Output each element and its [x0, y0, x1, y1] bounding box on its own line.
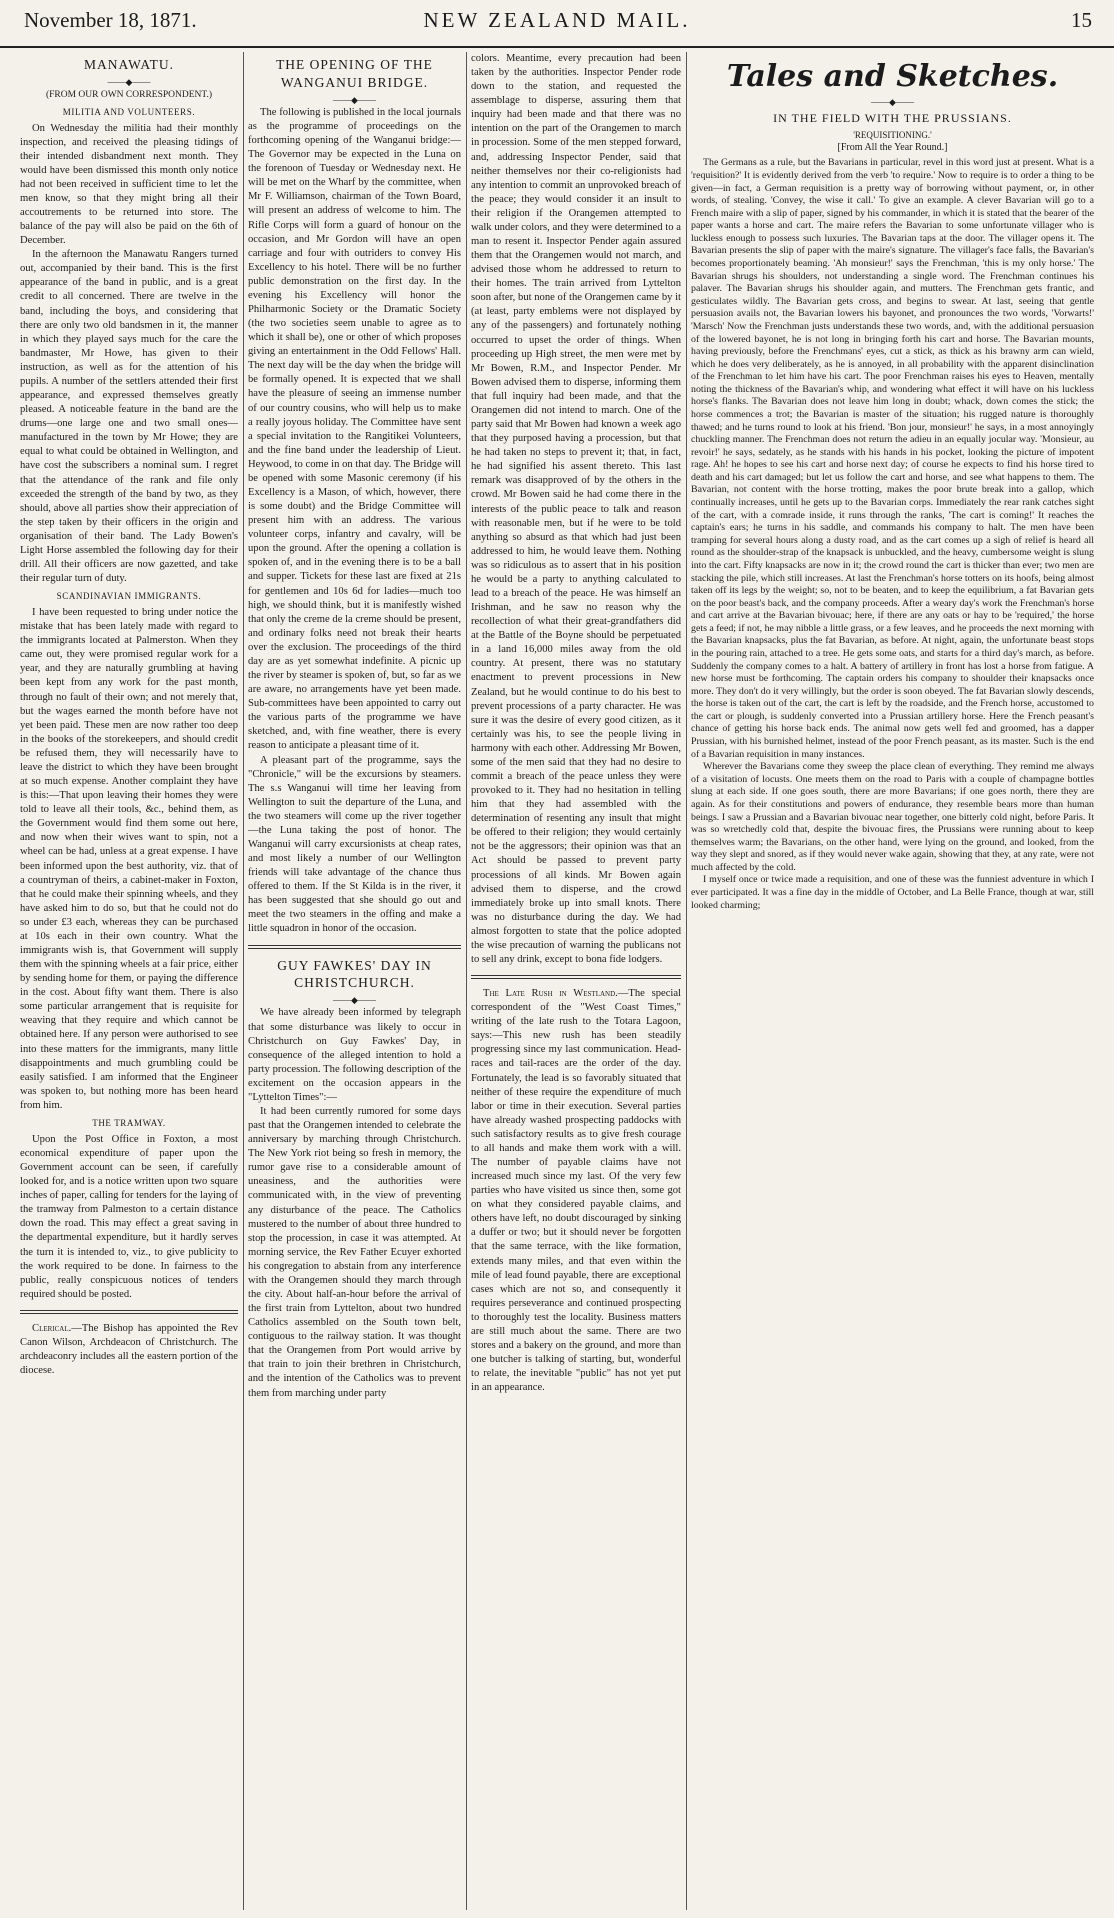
paragraph-continued: colors. Meantime, every precaution had been taken by the authorities. Inspector Pender rode down to the station, and requested the assemblage to disperse, assuring them that inquiry had been made and that there was no intention on the part of the Orangemen to march in procession. Some of the men stepped forward, and, addressing Inspector Pender, said that neither themselves nor their co-religionists had any intention to commit an unprovoked breach of the peace; they would consider it an insult to their religion if the Orangemen attempted to walk under colors, and they were determined to a man to resent it. Inspector Pender again assured them that the Orangemen would not march, and advised those whom he addressed to return to their homes. The train arrived from Lyttelton soon after, but none of the Orangemen came by it (at least, party emblems were not displayed by any of the passengers) and fortunately nothing occurred to upset the order of things. When proceeding up High street, the men were met by Mr Bowen, R.M., and Inspector Pender. Mr Bowen advised them to disperse, informing them that full inquiry had been made, and that the Orangemen did not intend to march. One of the party said that Mr Bowen had known a week ago that they purposed having a procession, but that he had taken no steps to prevent it; that, in fact, he had signified his assent thereto. This last remark was disapproved of by the others in the crowd. Mr Bowen said he had come there in the interests of the public peace to talk and reason with reasonable men, but if he were to be told anything so absurd as that which had just been addressed to him, he would leave them. Nothing was so ridiculous as to assert that in his position he would be a party to anything calculated to lead to a breach of the peace. He was himself an Irishman, and he saw no reason why the recollection of what their great-grandfathers did at the Battle of the Boyne should be perpetuated in a land 16,000 miles away from the old country. At present, there was no statutary enactment to prevent processions in New Zealand, but he would continue to do his best to prevent processions of a party character. He was sure it was the desire of every good citizen, as it certainly was his, to see the people living in harmony with each other. Addressing Mr Bowen, some of the men said that they had no desire to commit a breach of the peace unless they were provoked to it. They had no hesitation in telling him that they had assembled with the determination of resenting any insult that might be offered to their religion; they would certainly not be the aggressors; their opinion was that an Act should be passed to prevent party processions of all kinds. Mr Bowen again advised them to disperse, and the crowd immediately broke up into small knots. There was no disturbance during the day. We had almost forgotten to state that the police adopted the wise precaution of warning the publicans not to sell any drink, except to bona fide lodgers. — [471, 53, 681, 965]
paragraph-body: —The special correspondent of the "West Coast Times," writing of the late rush to the Totara Lagoon, says:—This new rush has been steadily progressing since my last communication. Head-races and tail-races are the order of the day. Fortunately, the lead is so favorably situated that neither of these require the expenditure of much labor or time in their execution. Several parties have already washed prospecting paddocks with such satisfactory results as to give fresh courage to all hands and make them work with a will. The number of payable claims have not increased much since my last. Of the very few parties who have visited us since then, some got on what they considered payable claims, and others have left, no doubt discouraged by sinking a duffer or two; but it should never be forgotten that the same terrace, with the like formation, extends many miles, and that even within the mile of lead found payable, there are exceptional cases which are not so, and consequently it requires perseverance and continued prospecting to thoroughly test the locality. Business matters are still much about the same. There are two stores and a bakery on the ground, and more than one butcher is talking of starting, but, wonderful to relate, the inevitable "public" has not yet put in an appearance. — [471, 988, 681, 1394]
page-number: 15 — [1071, 8, 1092, 32]
issue-date: November 18, 1871. — [24, 8, 197, 32]
column-2 — [248, 52, 461, 1910]
paragraph-lead: The Late Rush in Westland. — [483, 988, 618, 1000]
article-title-guy-fawkes: GUY FAWKES' DAY IN CHRISTCHURCH. — [277, 957, 432, 991]
paragraph-body: —The Bishop has appointed the Rev Canon Wilson, Archdeacon of Christchurch. The archdeaconry includes all the eastern portion of the diocese. — [20, 1322, 238, 1377]
masthead — [0, 0, 1114, 48]
column-3 — [471, 52, 681, 1910]
paragraph: In the afternoon the Manawatu Rangers turned out, accompanied by their band. This is the first appearance of the band in public, and is a great credit to all concerned. There are twelve in the band, including the boys, and considering that there are only two old bandsmen in it, the manner in which they played says much for the care the bandmaster, Mr Howe, has given to their instruction, as well as for the attention of his pupils. A number of the settlers attended their first appearance, and expressed themselves greatly pleased. A noticeable feature in the band are the drums—one large one and two small ones—manufactured in the town by Mr Howe; they are equal to what could be obtained in Wellington, and have cost the subscribers a nominal sum. I regret that the attendance of the rank and file only exceeded the strength of the band by two, as they should, above all parties show their appreciation of the step taken by their officers in the origin and organisation of their band. The Lady Bowen's Light Horse assembled the following day for their drill. All their officers are now gazetted, and take their regular turn of duty. — [20, 249, 238, 585]
column-1 — [20, 52, 238, 1910]
paragraph: We have already been informed by telegraph that some disturbance was likely to occur in Christchurch on Guy Fawkes' Day, in consequence of the alleged intention to hold a party procession. The following description of the excitement on the occasion appears in the "Lyttelton Times":— — [248, 1007, 461, 1103]
subheading-tramway: THE TRAMWAY. — [92, 1117, 166, 1128]
article-title-manawatu: MANAWATU. — [83, 57, 175, 72]
ornament-diamond: ——◆—— — [333, 94, 376, 105]
column-rule — [466, 52, 467, 1910]
paragraph: The Germans as a rule, but the Bavarians in particular, revel in this word just at present. What is a 'requisition?' It is evidently derived from the verb 'to require.' Now to require is to order a thing to be given—in fact, a German requisition is a pretty way of borrowing without payment, or, in other words, of stealing. 'Convey, the wise it call.' To give an example. A clever Bavarian will go to a French maire with a slip of paper, signed by his commander, in which it is stated that the bearer of the paper wants a horse and cart. The maire refers the Bavarian to some unfortunate villager who is luckless enough to possess such luxuries. The Bavarian taps at the door. The villager opens it. The Bavarian presents the slip of paper with the maire's signature. The villager's face falls, the Bavarian's becomes proportionately beaming. 'Ah monsieur!' says the Frenchman, 'this is my only horse.' The Bavarian shrugs his shoulders, not understanding a single word. The Frenchman continues his palaver. The Bavarian shrugs his shoulder again, and mutters. The Frenchman gets frantic, and gesticulates wildly. The Bavarian gets cross, and begins to swear. At last, seeing that gentle persuasion avails not, the Bavarian lowers his bayonet, and pronounces the two words, 'Vorwarts!' 'Marsch' Now the Frenchman justs understands these two words, and, with the additional persuasion of the lowered bayonet, he is not long in bringing forth his cart and horse. The Bavarian mounts, having previously, before the Frenchmans' eyes, cut a stick, as thick as his brawny arm can wield, which he does very deliberately, as he is annoyed, in all probability with the apparent disinclination of the Frenchman to let him have his cart. The poor Frenchman raises his eyes to Heaven, mentally noting the thickness of the Bavarian's whip, and wondering what effect it will have on his luckless horse's flanks. The Bavarian does not leave him long in doubt; whack, down comes the stick; the horse commences a trot; the Bavarian is master of the situation; his rugged nature is thoroughly thawed; and he turns round to look at his friend. 'Bon jour, monsieur!' he says, in a most annoyingly chuckling manner. The Frenchman does not return the adieu in an equally jocular way. 'Monsieur, au revoir!' he says, sedately, as he stands with his hands in his pocket, looking the picture of impotent rage. Ah! he hopes to see his cart and horse next day; of course he expects to find his horse tired to death and his cart damaged; but let us follow the cart and horse, and see what happens to them. The Bavarian, not content with the horse trotting, makes the poor brute break into a gallop, which continually increases, until he gets up to the Bavarian corps. Immediately the rear rank catches sight of the cart, with a comrade inside, it runs through the ranks, 'The cart is coming!' It reaches the captain's ears; he turns in his saddle, and commands his company to halt. The men have been tramping for several hours along a dusty road, and as the cart comes up a sigh of relief is heard all round as the shoulder-strap of the knapsack is unbuckled, and the heavy, cumbersome weight is slung into the cart. Fifty knapsacks are now in it; the crowd round the cart is thicker than ever; two men are stacking the pile, which still increases. At last the Frenchman's horse totters on its hoofs, being almost taken off its legs by the weight; so, not to be beaten, and to keep the equilibrium, a fat Bavarian gets on the poor beast's back, and the company proceeds. After a weary day's work the Frenchman's horse and cart arrive at the Bavarian bivouac; here, if there are any oats or hay to be 'required,' the horse gets a feed; if not, he may nibble a little grass, or a few leaves, and he proceeds the next morning with the Bavarian knapsacks, plus the fat Bavarian, as before. At night, again, the unfortunate beast stops in the pouring rain, attached to a tree. He gets some oats, and starts for a third day's march, as before. Suddenly the company comes to a halt. A battery of artillery in front has lost a horse from fatigue. A new horse must be forthcoming. The captain orders his company to shoulder their knapsacks once more. They don't do it very willingly, but the order is soon obeyed. The fat Bavarian slowly descends, the horse is taken out of the cart, the cart is left by the roadside, and the French horse, accustomed to the cart or plough, is suddenly converted into a Prussian artillery horse. Here the French peasant's chance of getting his horse back ends. The animal now gets well fed and groomed, has a dapper Prussian, with his burnished helmet, instead of the poor French peasant, as its master. Such is the end of a Bavarian requisition in many instances. — [691, 157, 1094, 760]
paragraph-lead: Clerical. — [32, 1322, 72, 1334]
ornament-diamond: ——◆—— — [333, 995, 376, 1006]
paragraph: A pleasant part of the programme, says the "Chronicle," will be the excursions by steamers. The s.s Wanganui will time her leaving from Wellington to suit the departure of the Luna, and the two steamers will come up the river together—the Luna taking the post of honor. The Wanganui will carry excursionists at cheap rates, and most likely a number of our Wellington friends will take advantage of the chance thus offered to them. If the St Kilda is in the river, it has been suggested that she should go out and meet the two steamers in the offing and make a little squadron in honor of the occasion. — [248, 754, 461, 935]
ornament-diamond: ——◆—— — [107, 76, 151, 87]
section-divider — [471, 975, 681, 979]
story-heading: IN THE FIELD WITH THE PRUSSIANS. — [773, 111, 1012, 126]
byline: (FROM OUR OWN CORRESPONDENT.) — [45, 89, 213, 100]
paragraph: The following is published in the local journals as the programme of proceedings on the forthcoming opening of the Wanganui bridge:—The Governor may be expected in the Luna on the forenoon of Tuesday or Wednesday next. He will be met on the Wharf by the committee, when Mr F. Williamson, chairman of the Town Board, will present an address of welcome to him. The Rifle Corps will form a guard of honour on the occasion, and Mr Gordon will have an open carriage and four with outriders to convey His Excellency to his hotel. There will be no further public demonstration on the first day. In the evening his Excellency will honor the Philharmonic Society or the Dramatic Society (the two societies seem unable to agree as to which it shall be), one or other of which proposes giving an entertainment in the Odd Fellows' Hall. The next day will be the day when the bridge will be formally opened. It is expected that we shall have the pleasure of seeing an immense number of our country cousins, who will help us to make a really joyous holiday. The Committee have sent a special invitation to the Rangitikei Volunteers, and the fine band under the leadership of Lieut. Heywood, to come in on that day. The Bridge will be opened with some Masonic ceremony (if his Excellency is a Mason, of which, however, there is some doubt) and the Bridge Committee will present him with an address. The various volunteer corps, infantry and cavalry, will be upon the ground. After the opening a collation is spoken of, and in the evening there is to be a ball and supper. Tickets for these last are fixed at 21s for gentlemen and 10s 6d for ladies—much too high, we should think, but it is manifestly wished that only the creme de la creme should be present, and ordinary folks need not break their hearts over the exclusion. The proceedings of the third day are as yet somewhat indefinite. A picnic up the river by steamer is spoken of, but, so far as we are aware, no arrangements have yet been made. Sub-committees have been appointed to carry out the various parts of the programme we have sketched, and, with fine weather, there is every reason to anticipate a pleasant time of it. — [248, 106, 461, 752]
paragraph: Wherever the Bavarians come they sweep the place clean of everything. They remind me always of a visitation of locusts. One meets them on the road to Paris with a couple of champagne bottles slung at each side. If one goes south, there are more Bavarians; if one goes north, there they are again. As for their constitutions and powers of endurance, they resemble bears more than human beings. I saw a Prussian and a Bavarian bivouac near together, one bitterly cold night, before Paris. It was so wretchedly cold that, despite the bivouac fires, the Prussians were running about to keep themselves warm; the Bavarians, on the other hand, were lying on the ground, and looked, from the way they slept and snored, as if they would never wake again, showing that they, at any rate, were not much affected by the cold. — [691, 761, 1094, 873]
paragraph: On Wednesday the militia had their monthly inspection, and received the pleasing tidings of their intended disbandment next month. They would have been dismissed this month only notice had not been received in sufficient time to let the men know, so that they might bring all their accoutrements to be returned into store. The balance of the pay will also be paid on the 6th of December. — [20, 122, 238, 247]
subheading-scandinavian: SCANDINAVIAN IMMIGRANTS. — [56, 591, 202, 602]
subheading-militia: MILITIA AND VOLUNTEERS. — [62, 106, 196, 117]
section-title-tales: Tales and Sketches. — [726, 59, 1059, 94]
paragraph: Upon the Post Office in Foxton, a most economical expenditure of paper upon the Government account can be seen, if carefully looked for, and is a notice written upon two square inches of paper, calling for tenders for the laying of the tramway from Palmeston to a certain distance down the road. This may effect a great saving in the departmental expenditure, but it hardly serves the turn it is intended to, viz., to give publicity to the work required to be done. In fairness to the public, really conspicuous notices of tenders required should be posted. — [20, 1133, 238, 1300]
column-4 — [691, 52, 1094, 1910]
paragraph-clerical — [20, 1322, 238, 1378]
ornament-diamond: ——◆—— — [871, 97, 914, 108]
paragraph: I myself once or twice made a requisition, and one of these was the funniest adventure in which I ever participated. It was a fine day in the middle of October, and La Belle France, though at war, still looked charming; — [691, 874, 1094, 911]
column-rule — [243, 52, 244, 1910]
paragraph-westland — [471, 987, 681, 1395]
story-subheading: 'REQUISITIONING.' — [853, 130, 932, 141]
column-rule — [686, 52, 687, 1910]
section-divider — [20, 1310, 238, 1314]
paragraph: It had been currently rumored for some days past that the Orangemen intended to celebrate the anniversary by marching through Christchurch. The New York riot being so fresh in memory, the rumor gave rise to a considerable amount of uneasiness, and the authorities were communicated with, in the view of preventing any disturbance of the peace. The Catholics mustered to the number of about three hundred to stop the procession, in case it was attempted. At morning service, the Rev Father Ecuyer exhorted his congregation to abstain from any interference with the Orangemen should they march through the city. About half-an-hour before the arrival of the first train from Lyttelton, about two hundred Catholics assembled on the South town belt, contiguous to the railway station. It was thought that the Orangemen from Port would arrive by that train to join their brethren in Christchurch, and the intention of the Catholics was to prevent them from marching under party — [248, 1105, 461, 1399]
paragraph: I have been requested to bring under notice the mistake that has been lately made with regard to the immigrants located at Palmerston. When they came out, they were promised regular work for a year, and they are naturally grumbling at having been kept from any work for the past month, through no fault of their own; and not merely that, but the wages earned the month before have not yet been paid. These men are now rather too deep in the books of the storekeepers, and should credit be refused them, they will necessarily have to leave the district to which they have been brought at so much expense. Another complaint they have is this:—That upon leaving their homes they were told to leave all their tools, &c., behind them, as the Government would find them some out here, and now when their wives want to spin, not a wheel can be had, unless at a great expense. I have been informed upon the best authority, viz. that of a countryman of theirs, a cabinet-maker in Foxton, that he could make their spinning wheels, and they have asked him to do so, but that he could not do so under £3 each, whereas they can be purchased at 10s each in their own country. What the immigrants wish is, that Government will supply them with the spinning wheels at a fair price, either by sending home for them, or paying the difference in the cost. About fifty want them. There is also some particular arrangement that is requisite for weaving that they require and which cannot be obtained here. If any person were authorised to see into these matters for the immigrants, many little disappointments and much grumbling could be easily satisfied. I am informed that the Engineer was spoken to, but nothing more has been heard from him. — [20, 607, 238, 1111]
story-source: [From All the Year Round.] — [837, 141, 948, 153]
section-divider — [248, 945, 461, 949]
article-title-wanganui-bridge: THE OPENING OF THE WANGANUI BRIDGE. — [276, 57, 433, 90]
newspaper-title: NEW ZEALAND MAIL. — [423, 8, 691, 32]
